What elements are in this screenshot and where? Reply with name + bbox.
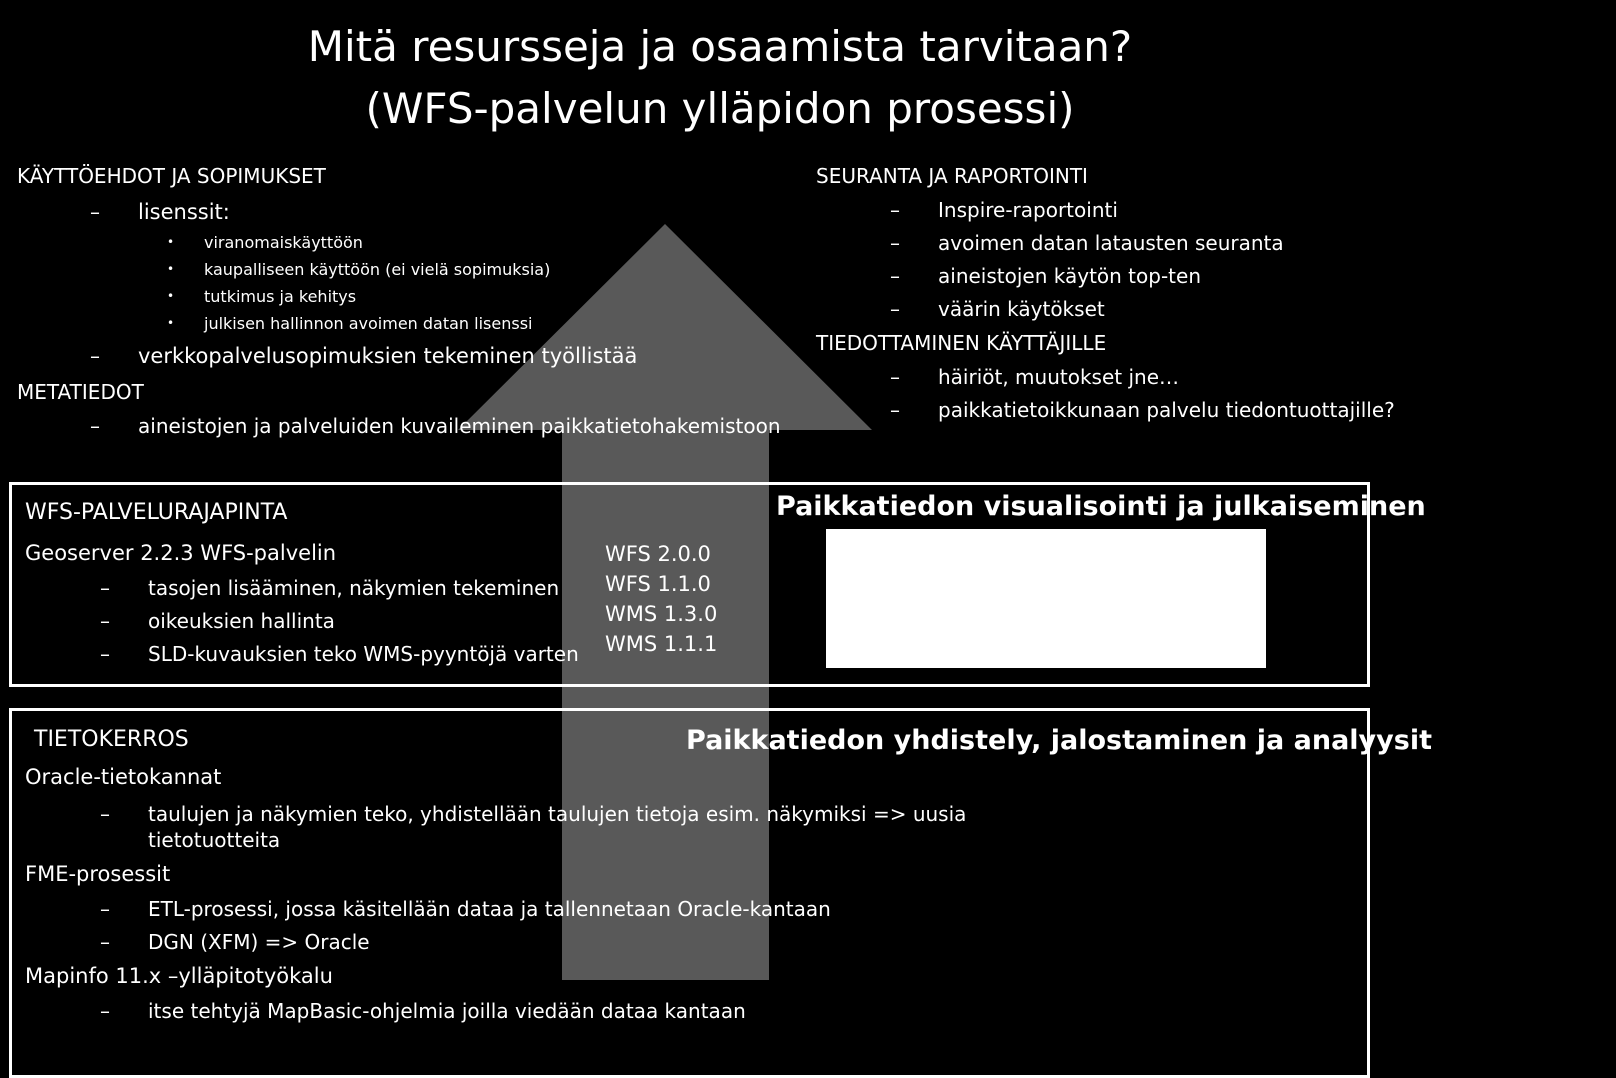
bullet: • (167, 262, 175, 276)
version-label: WFS 1.1.0 (605, 572, 711, 596)
geoserver-label: Geoserver 2.2.3 WFS-palvelin (25, 541, 337, 565)
dash: – (90, 414, 100, 438)
oracle-item-continuation: tietotuotteita (148, 828, 281, 852)
mapinfo-label: Mapinfo 11.x –ylläpitotyökalu (25, 964, 333, 988)
dash: – (890, 365, 900, 389)
licenses-label: lisenssit: (138, 200, 230, 224)
bullet: • (167, 235, 175, 249)
informing-text: häiriöt, muutokset jne… (938, 365, 1180, 389)
monitoring-text: avoimen datan latausten seuranta (938, 231, 1284, 255)
fme-label: FME-prosessit (25, 862, 171, 886)
metadata-heading: METATIEDOT (17, 380, 144, 404)
dash: – (100, 897, 110, 921)
geoserver-item-text: oikeuksien hallinta (148, 609, 335, 633)
mapinfo-item-text: itse tehtyjä MapBasic-ohjelmia joilla viedään dataa kantaan (148, 999, 746, 1023)
dash: – (100, 802, 110, 826)
version-label: WMS 1.1.1 (605, 632, 718, 656)
license-bullet-text: kaupalliseen käyttöön (ei vielä sopimuksia) (204, 260, 551, 279)
bullet: • (167, 289, 175, 303)
dash: – (890, 398, 900, 422)
dash: – (90, 344, 100, 368)
terms-heading: KÄYTTÖEHDOT JA SOPIMUKSET (17, 164, 326, 188)
wfs-heading: WFS-PALVELURAJAPINTA (25, 500, 288, 525)
monitoring-text: väärin käytökset (938, 297, 1105, 321)
image-placeholder (826, 529, 1266, 668)
visualization-heading: Paikkatiedon visualisointi ja julkaiseminen (776, 491, 1426, 522)
data-layer-heading: TIETOKERROS (34, 727, 189, 752)
metadata-text: aineistojen ja palveluiden kuvaileminen paikkatietohakemistoon (138, 414, 781, 438)
version-label: WFS 2.0.0 (605, 542, 711, 566)
dash: – (100, 999, 110, 1023)
dash: – (100, 576, 110, 600)
bullet: • (167, 316, 175, 330)
informing-text: paikkatietoikkunaan palvelu tiedontuottajille? (938, 398, 1395, 422)
dash: – (90, 200, 100, 224)
geoserver-item-text: tasojen lisääminen, näkymien tekeminen (148, 576, 560, 600)
monitoring-text: Inspire-raportointi (938, 198, 1118, 222)
geoserver-item-text: SLD-kuvauksien teko WMS-pyyntöjä varten (148, 642, 579, 666)
oracle-item-text: taulujen ja näkymien teko, yhdistellään taulujen tietoja esim. näkymiksi => uusia (148, 802, 967, 826)
analysis-heading: Paikkatiedon yhdistely, jalostaminen ja analyysit (686, 725, 1432, 756)
monitoring-heading: SEURANTA JA RAPORTOINTI (816, 164, 1088, 188)
dash: – (890, 198, 900, 222)
dash: – (890, 297, 900, 321)
dash: – (100, 642, 110, 666)
informing-heading: TIEDOTTAMINEN KÄYTTÄJILLE (816, 331, 1107, 355)
dash: – (890, 231, 900, 255)
title-line-1: Mitä resursseja ja osaamista tarvitaan? (307, 22, 1133, 71)
license-bullet-text: julkisen hallinnon avoimen datan lisenssi (204, 314, 533, 333)
version-label: WMS 1.3.0 (605, 602, 718, 626)
fme-item-text: ETL-prosessi, jossa käsitellään dataa ja tallennetaan Oracle-kantaan (148, 897, 831, 921)
license-bullet-text: viranomaiskäyttöön (204, 233, 363, 252)
monitoring-text: aineistojen käytön top-ten (938, 264, 1201, 288)
oracle-label: Oracle-tietokannat (25, 765, 222, 789)
license-bullet-text: tutkimus ja kehitys (204, 287, 357, 306)
title-line-2: (WFS-palvelun ylläpidon prosessi) (365, 84, 1075, 133)
contracts-text: verkkopalvelusopimuksien tekeminen työllistää (138, 344, 638, 368)
dash: – (890, 264, 900, 288)
dash: – (100, 930, 110, 954)
fme-item-text: DGN (XFM) => Oracle (148, 930, 370, 954)
dash: – (100, 609, 110, 633)
